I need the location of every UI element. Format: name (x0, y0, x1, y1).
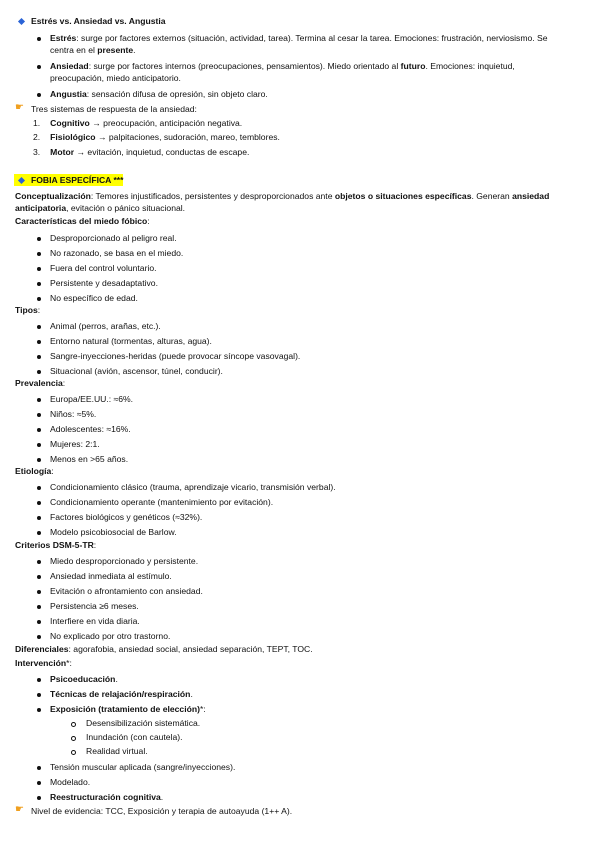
text: . Generan (471, 191, 513, 201)
item-text: Exposición (tratamiento de elección) (50, 704, 200, 714)
list-item: Sangre-inyecciones-heridas (puede provocar síncope vasovagal). (50, 351, 301, 361)
item-text: Modelado. (50, 777, 91, 787)
list-item: Miedo desproporcionado y persistente. (50, 556, 199, 566)
bullet-dot-icon (37, 693, 41, 697)
list-item: Condicionamiento operante (mantenimiento por evitación). (50, 497, 274, 507)
term: Fisiológico (50, 132, 96, 142)
item-text: centra en el (50, 45, 98, 55)
bullet-dot-icon (37, 267, 41, 271)
sub-list-item: Inundación (con cautela). (86, 732, 183, 742)
item-text: : sensación difusa de opresión, sin objeto claro. (86, 89, 268, 99)
list-item (50, 61, 515, 71)
label-text: Intervención (15, 658, 67, 668)
text: , evitación o pánico situacional. (66, 203, 186, 213)
emphasis: anticipatoria (15, 203, 67, 213)
item-number: 2. (33, 132, 41, 142)
list-item: Modelo psicobiosocial de Barlow. (50, 527, 177, 537)
list-item: No explicado por otro trastorno. (50, 631, 171, 641)
bullet-dot-icon (37, 65, 41, 69)
list-item (50, 689, 193, 699)
bullet-dot-icon (37, 796, 41, 800)
bullet-dot-icon (37, 560, 41, 564)
ring-bullet-icon (71, 750, 76, 755)
list-item (50, 777, 90, 787)
concept-line (15, 191, 549, 201)
bullet-dot-icon (37, 355, 41, 359)
list-item: Menos en >65 años. (50, 454, 129, 464)
evidence-line: Nivel de evidencia: TCC, Exposición y terapia de autoayuda (1++ A). (31, 806, 293, 816)
numbered-item (33, 132, 280, 142)
list-item (50, 674, 118, 684)
label-text: Características del miedo fóbico (15, 216, 148, 226)
list-item (50, 762, 235, 772)
item-text: . (133, 45, 136, 55)
differentials-line (15, 644, 313, 654)
bullet-dot-icon (37, 340, 41, 344)
bullet-dot-icon (37, 708, 41, 712)
subsection-label: Etiología: (15, 466, 54, 476)
item-text: Tensión muscular aplicada (sangre/inyecciones). (50, 762, 236, 772)
item-text: : surge por factores internos (preocupaciones, pensamientos). Miedo orientado al (88, 61, 401, 71)
emphasis: ansiedad (512, 191, 550, 201)
item-text: → preocupación, anticipación negativa. (89, 118, 243, 128)
bullet-dot-icon (37, 325, 41, 329)
item-tail: *: (199, 704, 206, 714)
item-text: . Emociones: inquietud, (425, 61, 515, 71)
list-item: Adolescentes: ≈16%. (50, 424, 131, 434)
list-item (50, 792, 163, 802)
bullet-dot-icon (37, 678, 41, 682)
list-item: Mujeres: 2:1. (50, 439, 100, 449)
list-item (50, 33, 548, 43)
bullet-dot-icon (37, 486, 41, 490)
bullet-dot-icon (37, 443, 41, 447)
section-title: FOBIA ESPECÍFICA *** (31, 175, 124, 185)
list-item: Ansiedad inmediata al estímulo. (50, 571, 172, 581)
bullet-dot-icon (37, 635, 41, 639)
term: Estrés (50, 33, 77, 43)
list-item: Persistencia ≥6 meses. (50, 601, 139, 611)
text: *: (66, 658, 72, 668)
item-tail: . (115, 674, 118, 684)
list-item: No razonado, se basa en el miedo. (50, 248, 184, 258)
list-item (50, 89, 268, 99)
subsection-label (15, 658, 72, 668)
emphasis: objetos o situaciones específicas (334, 191, 472, 201)
numbered-item (33, 147, 249, 157)
bullet-dot-icon (37, 766, 41, 770)
sub-list-item: Realidad virtual. (86, 746, 148, 756)
list-item (50, 704, 206, 714)
list-item: Evitación o afrontamiento con ansiedad. (50, 586, 203, 596)
bullet-dot-icon (37, 590, 41, 594)
bullet-dot-icon (37, 428, 41, 432)
item-text: → palpitaciones, sudoración, mareo, temblores. (95, 132, 280, 142)
label-text: Tipos (15, 305, 38, 315)
diamond-icon (18, 18, 25, 25)
list-item: Factores biológicos y genéticos (≈32%). (50, 512, 203, 522)
label-text: Criterios DSM-5-TR (15, 540, 94, 550)
bullet-dot-icon (37, 252, 41, 256)
item-number: 3. (33, 147, 41, 157)
label-text: Etiología (15, 466, 52, 476)
bullet-dot-icon (37, 501, 41, 505)
item-tail: . (190, 689, 193, 699)
item-number: 1. (33, 118, 41, 128)
pointing-hand-icon: ☛ (15, 102, 24, 113)
bullet-dot-icon (37, 398, 41, 402)
term: Cognitivo (50, 118, 90, 128)
bullet-dot-icon (37, 297, 41, 301)
list-item: Animal (perros, arañas, etc.). (50, 321, 161, 331)
label-text: Prevalencia (15, 378, 63, 388)
bullet-dot-icon (37, 282, 41, 286)
text: : Temores injustificados, persistentes y desproporcionados ante (90, 191, 335, 201)
list-item: Interfiere en vida diaria. (50, 616, 140, 626)
sub-list-item: Desensibilización sistemática. (86, 718, 201, 728)
section-heading: Estrés vs. Ansiedad vs. Angustia (31, 16, 166, 26)
ring-bullet-icon (71, 736, 76, 741)
item-text: Reestructuración cognitiva (50, 792, 161, 802)
list-item: Entorno natural (tormentas, alturas, agua). (50, 336, 212, 346)
item-text: : surge por factores externos (situación, actividad, tarea). Termina al cesar la tarea. Emociones: frustración, nerviosismo. Se (76, 33, 548, 43)
item-text: → evitación, inquietud, conductas de escape. (74, 147, 250, 157)
bullet-dot-icon (37, 605, 41, 609)
bullet-dot-icon (37, 93, 41, 97)
list-item: Desproporcionado al peligro real. (50, 233, 177, 243)
list-item: Europa/EE.UU.: ≈6%. (50, 394, 134, 404)
subsection-label: Prevalencia: (15, 378, 66, 388)
bullet-dot-icon (37, 781, 41, 785)
bullet-dot-icon (37, 531, 41, 535)
systems-intro: Tres sistemas de respuesta de la ansiedad: (31, 104, 197, 114)
bullet-dot-icon (37, 516, 41, 520)
item-text: Psicoeducación (50, 674, 116, 684)
item-tail: . (160, 792, 164, 802)
subsection-label: Tipos: (15, 305, 41, 315)
term: Ansiedad (50, 61, 89, 71)
list-item: Niños: ≈5%. (50, 409, 97, 419)
bullet-dot-icon (37, 370, 41, 374)
bullet-dot-icon (37, 620, 41, 624)
numbered-item (33, 118, 242, 128)
list-item-cont: preocupación, miedo anticipatorio. (50, 73, 181, 83)
bullet-dot-icon (37, 237, 41, 241)
concept-line-cont (15, 203, 185, 213)
list-item: No específico de edad. (50, 293, 138, 303)
label: Conceptualización (15, 191, 91, 201)
bullet-dot-icon (37, 575, 41, 579)
item-text: Técnicas de relajación/respiración (50, 689, 191, 699)
text: : agorafobia, ansiedad social, ansiedad separación, TEPT, TOC. (68, 644, 313, 654)
pointing-hand-icon: ☛ (15, 804, 24, 815)
label-text: Diferenciales (15, 644, 69, 654)
emphasis: futuro (400, 61, 426, 71)
list-item: Situacional (avión, ascensor, túnel, conducir). (50, 366, 223, 376)
term: Motor (50, 147, 75, 157)
subsection-label: Criterios DSM-5-TR: (15, 540, 97, 550)
emphasis: presente (97, 45, 134, 55)
subsection-label: Características del miedo fóbico: (15, 216, 150, 226)
list-item: Fuera del control voluntario. (50, 263, 157, 273)
list-item: Persistente y desadaptativo. (50, 278, 158, 288)
bullet-dot-icon (37, 458, 41, 462)
bullet-dot-icon (37, 413, 41, 417)
ring-bullet-icon (71, 722, 76, 727)
list-item: Condicionamiento clásico (trauma, aprendizaje vicario, transmisión verbal). (50, 482, 336, 492)
list-item-cont (50, 45, 136, 55)
term: Angustia (50, 89, 87, 99)
bullet-dot-icon (37, 37, 41, 41)
